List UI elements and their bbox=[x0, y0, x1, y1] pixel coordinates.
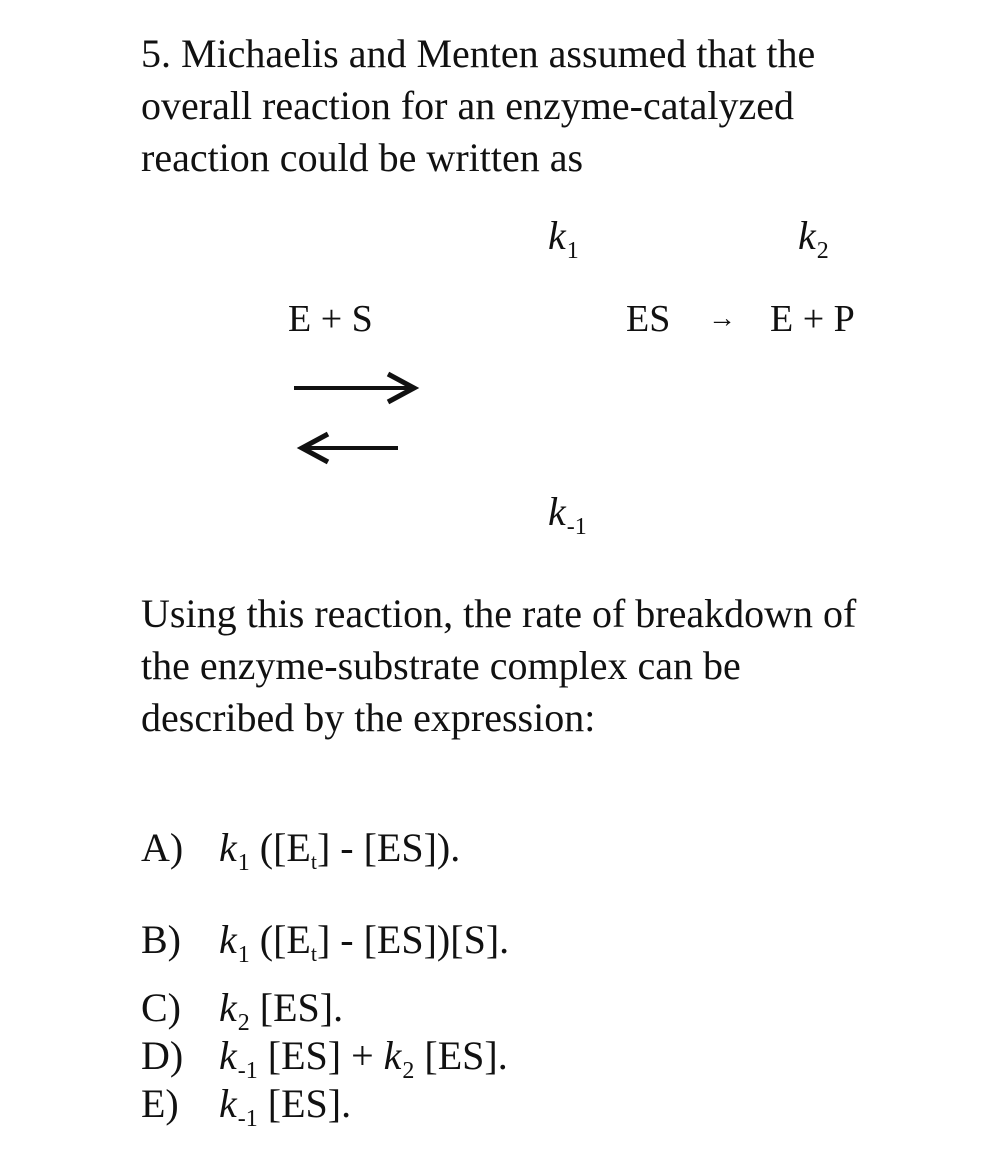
km1-symbol: k bbox=[548, 489, 566, 534]
choice-a[interactable] bbox=[141, 824, 461, 876]
choice-e-ksub: -1 bbox=[237, 1106, 258, 1132]
choice-a-letter: A) bbox=[141, 825, 184, 870]
choice-d-k2: k bbox=[383, 1033, 402, 1078]
choice-e-k: k bbox=[219, 1081, 237, 1126]
prompt-line-2: the enzyme-substrate complex can be bbox=[141, 643, 741, 688]
question-line-1: 5. Michaelis and Menten assumed that the bbox=[141, 31, 816, 76]
choice-a-k: k bbox=[219, 825, 237, 870]
choice-c[interactable] bbox=[141, 984, 344, 1036]
forward-harpoon-icon bbox=[294, 374, 414, 402]
choice-c-letter: C) bbox=[141, 985, 181, 1030]
choice-a-post: ] - [ES]). bbox=[316, 825, 461, 870]
choice-d-ksub: -1 bbox=[237, 1058, 258, 1084]
choice-d-post: [ES]. bbox=[414, 1033, 508, 1078]
choice-e[interactable] bbox=[141, 1080, 352, 1132]
choice-b-ksub: 1 bbox=[237, 942, 250, 968]
choice-a-tsub: t bbox=[310, 849, 317, 874]
complex-es: ES bbox=[626, 298, 671, 340]
prompt-line-1: Using this reaction, the rate of breakdown of bbox=[141, 591, 857, 636]
choice-b-tsub: t bbox=[310, 941, 317, 966]
k1-subscript: 1 bbox=[566, 238, 579, 264]
choice-d-mid: [ES] + bbox=[257, 1033, 384, 1078]
choice-a-pre: ([E bbox=[249, 825, 311, 870]
choice-a-ksub: 1 bbox=[237, 850, 250, 876]
rate-constant-k-minus-1 bbox=[548, 488, 587, 540]
products: E + P bbox=[770, 298, 855, 340]
prompt-line-3: described by the expression: bbox=[141, 695, 596, 740]
choice-c-post: [ES]. bbox=[249, 985, 344, 1030]
choice-d-letter: D) bbox=[141, 1033, 184, 1078]
choice-b-post: ] - [ES])[S]. bbox=[316, 917, 510, 962]
choice-d-k: k bbox=[219, 1033, 237, 1078]
forward-arrow: → bbox=[708, 303, 736, 334]
choice-d-k2sub: 2 bbox=[402, 1058, 415, 1084]
question-line-3: reaction could be written as bbox=[141, 135, 584, 180]
choice-e-post: [ES]. bbox=[257, 1081, 352, 1126]
choice-e-letter: E) bbox=[141, 1081, 179, 1126]
rate-constant-k2 bbox=[798, 212, 829, 264]
k1-symbol: k bbox=[548, 213, 566, 258]
km1-subscript: -1 bbox=[566, 514, 587, 540]
question-line-2: overall reaction for an enzyme-catalyzed bbox=[141, 83, 794, 128]
reverse-harpoon-icon bbox=[302, 434, 398, 462]
choice-b[interactable] bbox=[141, 916, 510, 968]
reactants: E + S bbox=[288, 298, 373, 340]
k2-subscript: 2 bbox=[816, 238, 829, 264]
rate-constant-k1 bbox=[548, 212, 579, 264]
choice-b-letter: B) bbox=[141, 917, 181, 962]
choice-c-ksub: 2 bbox=[237, 1010, 250, 1036]
k2-symbol: k bbox=[798, 213, 816, 258]
choice-b-pre: ([E bbox=[249, 917, 311, 962]
choice-d[interactable] bbox=[141, 1032, 508, 1084]
choice-c-k: k bbox=[219, 985, 237, 1030]
equilibrium-arrows bbox=[290, 368, 430, 468]
choice-b-k: k bbox=[219, 917, 237, 962]
